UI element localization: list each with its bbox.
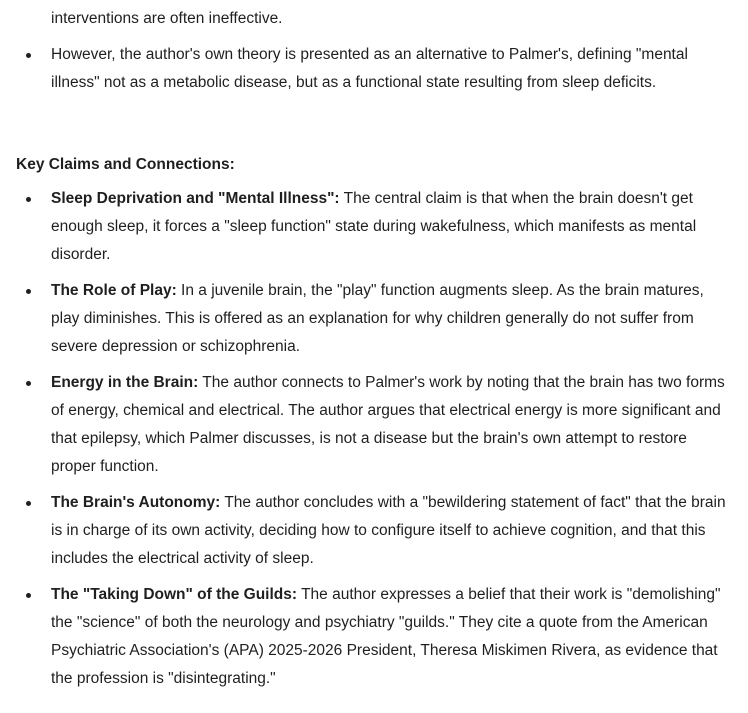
bullet-icon	[26, 197, 31, 202]
claim-body: The central claim is that when the brain doesn't get enough sleep, it forces a "sleep function" state during wakefulness, which manifests as mental disorder.	[51, 190, 697, 263]
claim-body: The author connects to Palmer's work by noting that the brain has two forms of energy, chemical and electrical. The author argues that electrical energy is more significant and that epilepsy, which Palmer discusses, is not a disease but the brain's own attempt to restore proper function.	[51, 374, 725, 475]
bullet-icon	[26, 53, 31, 58]
list-item-text	[51, 581, 728, 693]
section-heading: Key Claims and Connections:	[16, 156, 235, 173]
list-item	[0, 185, 748, 269]
claim-body: The author concludes with a "bewildering statement of fact" that the brain is in charge of its own activity, deciding how to configure itself to achieve cognition, and that this includes the electrical activity of sleep.	[51, 494, 726, 567]
claim-title: The Brain's Autonomy:	[51, 494, 221, 511]
list-item	[0, 369, 748, 481]
bullet-icon	[26, 593, 31, 598]
claim-title: Sleep Deprivation and "Mental Illness":	[51, 190, 340, 207]
bullet-icon	[26, 381, 31, 386]
list-item-text	[51, 277, 728, 361]
list-item	[0, 277, 748, 361]
claim-title: Energy in the Brain:	[51, 374, 199, 391]
continuation-text: interventions are often ineffective.	[51, 10, 283, 27]
bullet-icon	[26, 501, 31, 506]
list-item-text: However, the author's own theory is presented as an alternative to Palmer's, defining "mental illness" not as a metabolic disease, but as a functional state resulting from sleep deficits.	[51, 46, 688, 91]
list-item	[0, 489, 748, 573]
claims-list	[0, 185, 748, 701]
top-bullet-list	[0, 41, 748, 97]
bullet-icon	[26, 289, 31, 294]
list-item	[0, 581, 748, 693]
list-item-text	[51, 185, 728, 269]
claim-title: The "Taking Down" of the Guilds:	[51, 586, 298, 603]
list-item-text	[51, 489, 728, 573]
list-item	[0, 41, 748, 97]
claim-body: The author expresses a belief that their work is "demolishing" the "science" of both the neurology and psychiatry "guilds." They cite a quote from the American Psychiatric Association's (APA) 2025-2026 President, Theresa Miskimen Rivera, as evidence that the profession is "disintegrating."	[51, 586, 721, 687]
list-item-text	[51, 369, 728, 481]
claim-title: The Role of Play:	[51, 282, 177, 299]
claim-body: In a juvenile brain, the "play" function augments sleep. As the brain matures, play diminishes. This is offered as an explanation for why children generally do not suffer from severe depression or schizophrenia.	[51, 282, 704, 355]
